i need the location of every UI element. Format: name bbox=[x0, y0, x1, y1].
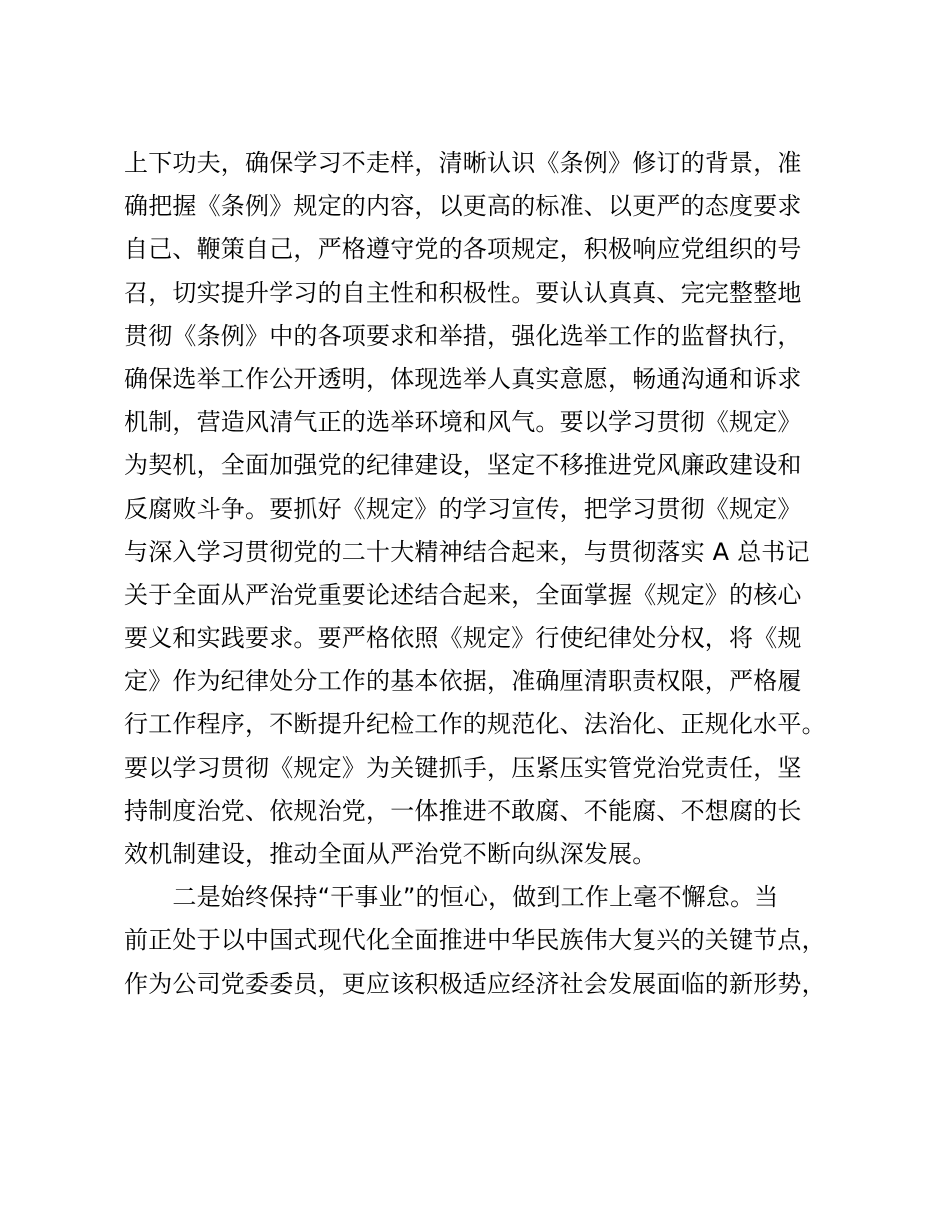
text-line: 定》作为纪律处分工作的基本依据，准确厘清职责权限，严格履 bbox=[124, 667, 802, 696]
text-line: 行工作程序，不断提升纪检工作的规范化、法治化、正规化水平。 bbox=[124, 710, 826, 739]
text-line: 召，切实提升学习的自主性和积极性。要认认真真、完完整整地 bbox=[124, 278, 802, 307]
text-line: 与深入学习贯彻党的二十大精神结合起来，与贯彻落实 A 总书记 bbox=[124, 537, 810, 566]
text-line: 要以学习贯彻《规定》为关键抓手，压紧压实管党治党责任，坚 bbox=[124, 753, 802, 782]
text-line: 前正处于以中国式现代化全面推进中华民族伟大复兴的关键节点， bbox=[124, 926, 826, 955]
text-line: 作为公司党委委员，更应该积极适应经济社会发展面临的新形势， bbox=[124, 969, 826, 998]
text-line: 要义和实践要求。要严格依照《规定》行使纪律处分权，将《规 bbox=[124, 624, 802, 653]
text-line: 二是始终保持“干事业”的恒心，做到工作上毫不懈怠。当 bbox=[124, 883, 779, 912]
text-line: 自己、鞭策自己，严格遵守党的各项规定，积极响应党组织的号 bbox=[124, 235, 802, 264]
text-line: 确保选举工作公开透明，体现选举人真实意愿，畅通沟通和诉求 bbox=[124, 364, 802, 393]
body-text bbox=[124, 142, 844, 1006]
text-line: 确把握《条例》规定的内容，以更高的标准、以更严的态度要求 bbox=[124, 192, 802, 221]
text-line: 持制度治党、依规治党，一体推进不敢腐、不能腐、不想腐的长 bbox=[124, 796, 802, 825]
text-line: 关于全面从严治党重要论述结合起来，全面掌握《规定》的核心 bbox=[124, 580, 802, 609]
text-line: 上下功夫，确保学习不走样，清晰认识《条例》修订的背景，准 bbox=[124, 149, 802, 177]
text-line: 效机制建设，推动全面从严治党不断向纵深发展。 bbox=[124, 840, 657, 868]
text-line: 反腐败斗争。要抓好《规定》的学习宣传，把学习贯彻《规定》 bbox=[124, 494, 802, 523]
text-line: 为契机，全面加强党的纪律建设，坚定不移推进党风廉政建设和 bbox=[124, 451, 802, 480]
text-line: 机制，营造风清气正的选举环境和风气。要以学习贯彻《规定》 bbox=[124, 408, 802, 437]
text-line: 贯彻《条例》中的各项要求和举措，强化选举工作的监督执行， bbox=[124, 321, 802, 350]
